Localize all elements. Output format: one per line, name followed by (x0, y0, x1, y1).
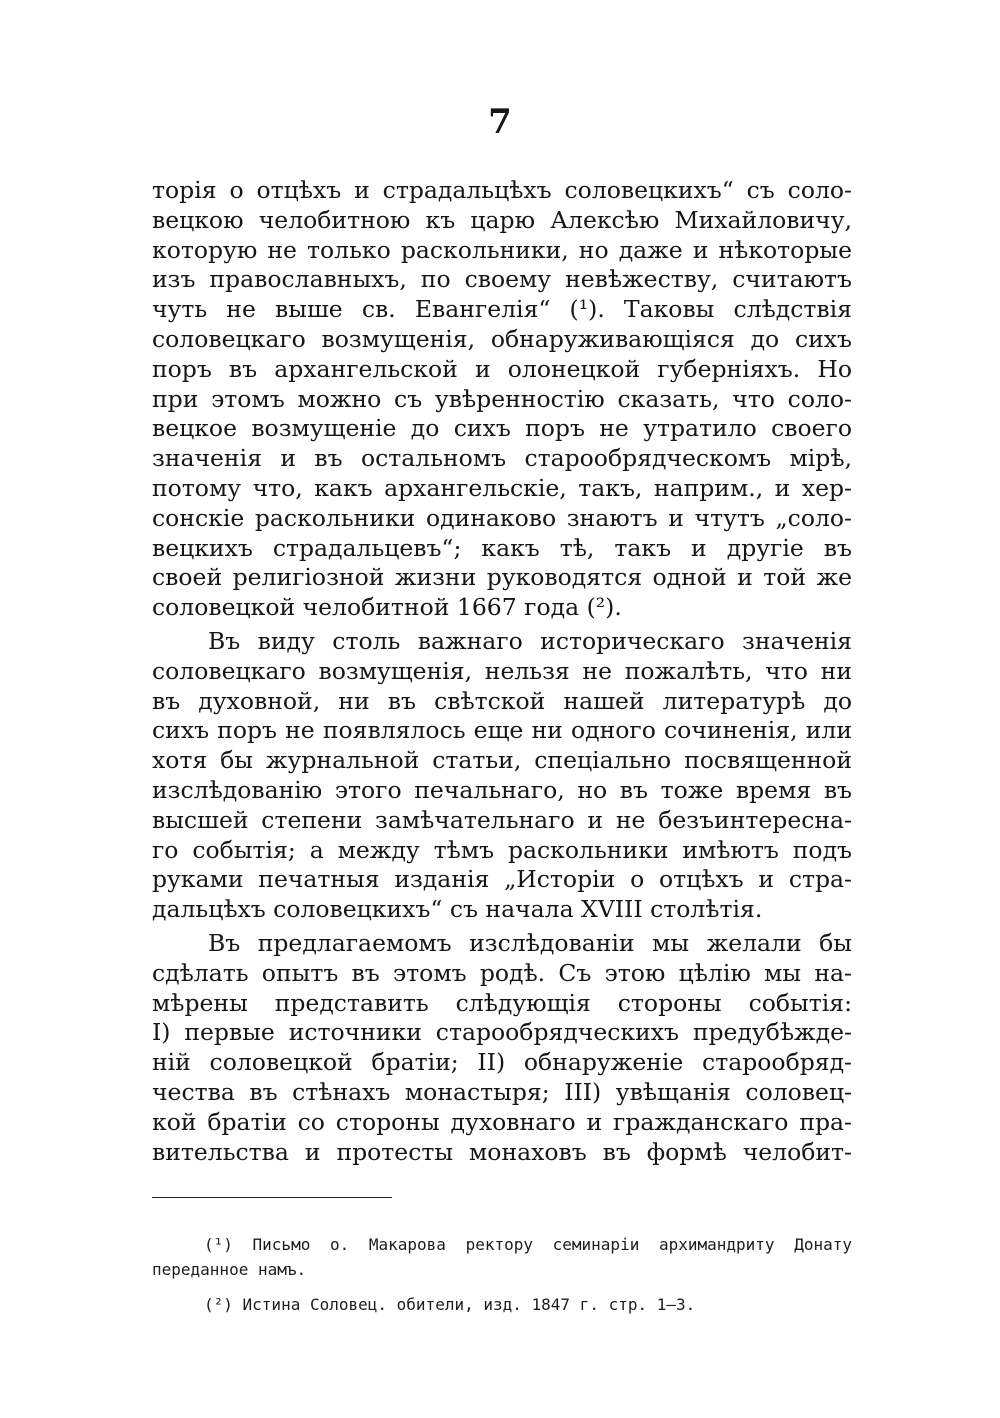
footnote-line: (²) Истина Соловец. обители, изд. 1847 г. стр. 1—3. (204, 1295, 696, 1314)
footnotes (152, 1232, 852, 1317)
text-line: соловецкой челобитной 1667 года (²). (152, 593, 622, 622)
text-line: чуть не выше св. Евангелія“ (¹). Таковы слѣдствія (152, 295, 852, 324)
text-line: Въ предлагаемомъ изслѣдованіи мы желали бы (208, 928, 852, 957)
footnote-line: переданное намъ. (152, 1260, 307, 1279)
paragraph-1 (152, 176, 852, 623)
text-line: Въ виду столь важнаго историческаго значенія (208, 626, 852, 655)
text-line: сонскіе раскольники одинаково знаютъ и чтутъ „соло- (152, 503, 852, 532)
text-line: вецкихъ страдальцевъ“; какъ тѣ, такъ и другіе въ (152, 533, 852, 562)
text-line: вецкое возмущеніе до сихъ поръ не утратило своего (152, 414, 852, 443)
text-line: сихъ поръ не появлялось еще ни одного сочиненія, или (152, 716, 852, 745)
text-line: го событія; а между тѣмъ раскольники имѣютъ подъ (152, 835, 852, 864)
footnote-line: (¹) Письмо о. Макарова ректору семинаріи архимандриту Донату (204, 1235, 852, 1254)
text-line: руками печатныя изданія „Исторіи о отцѣхъ и стра- (152, 865, 852, 894)
text-line: изъ православныхъ, по своему невѣжеству, считаютъ (152, 265, 852, 294)
footnote-1 (152, 1232, 852, 1282)
text-line: которую не только раскольники, но даже и нѣкоторые (152, 235, 852, 264)
text-line: чества въ стѣнахъ монастыря; III) увѣщанія соловец- (152, 1077, 852, 1106)
footnote-2 (152, 1292, 852, 1317)
text-line: своей религіозной жизни руководятся одной и той же (152, 563, 852, 592)
text-line: торія о отцѣхъ и страдальцѣхъ соловецкихъ“ съ соло- (152, 176, 852, 204)
text-line: значенія и въ остальномъ старообрядческомъ мірѣ, (152, 444, 852, 473)
text-line: потому что, какъ архангельскіе, такъ, наприм., и хер- (152, 473, 852, 502)
text-line: сдѣлать опытъ въ этомъ родѣ. Съ этою цѣлію мы на- (152, 958, 852, 987)
text-line: вецкою челобитною къ царю Алексѣю Михайловичу, (152, 205, 852, 234)
text-line: хотя бы журнальной статьи, спеціально посвященной (152, 746, 852, 775)
paragraph-3 (152, 929, 852, 1167)
body-text (152, 176, 852, 1167)
page-number: 7 (488, 102, 512, 142)
paragraph-2 (152, 627, 852, 925)
text-line: въ духовной, ни въ свѣтской нашей литературѣ до (152, 686, 852, 715)
text-line: высшей степени замѣчательнаго и не безъинтересна- (152, 805, 852, 834)
text-line: ній соловецкой братіи; II) обнаруженіе старообряд- (152, 1048, 852, 1077)
footnote-divider (152, 1197, 392, 1198)
text-line: соловецкаго возмущенія, обнаруживающіяся до сихъ (152, 324, 852, 353)
text-line: при этомъ можно съ увѣренностію сказать, что соло- (152, 384, 852, 413)
text-line: кой братіи со стороны духовнаго и гражданскаго пра- (152, 1107, 852, 1136)
text-line: изслѣдованію этого печальнаго, но въ тоже время въ (152, 775, 852, 804)
text-line: I) первые источники старообрядческихъ предубѣжде- (152, 1018, 852, 1047)
text-line: поръ въ архангельской и олонецкой губерніяхъ. Но (152, 354, 852, 383)
text-line: соловецкаго возмущенія, нельзя не пожалѣть, что ни (152, 656, 852, 685)
text-line: дальцѣхъ соловецкихъ“ съ начала XVIII столѣтія. (152, 895, 763, 924)
text-line: мѣрены представить слѣдующія стороны событія: (152, 988, 852, 1017)
text-line: вительства и протесты монаховъ въ формѣ челобит- (152, 1137, 852, 1166)
